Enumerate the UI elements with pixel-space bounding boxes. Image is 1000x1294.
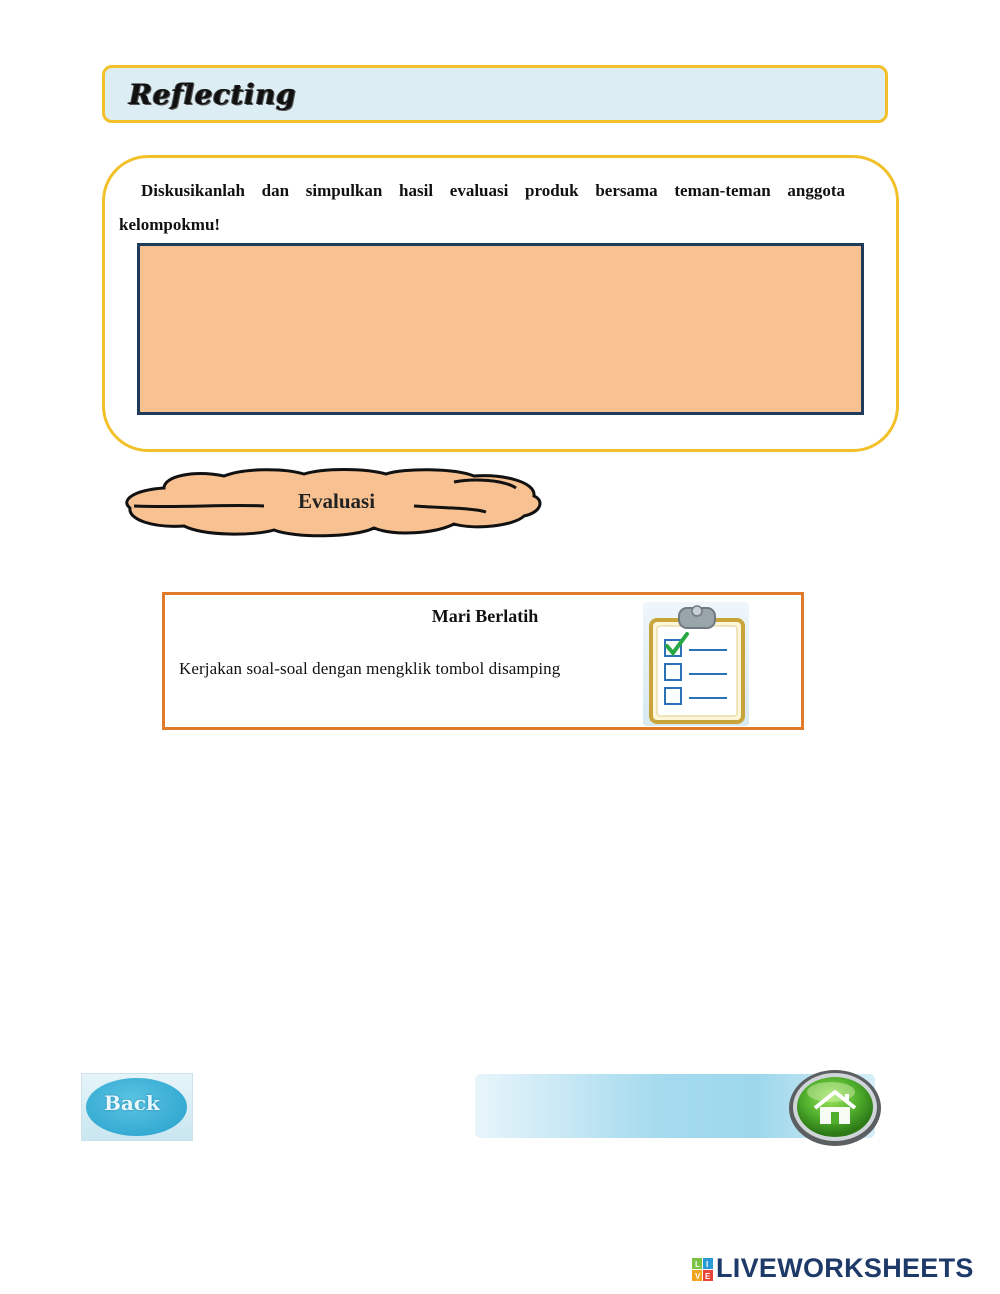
section-title: Evaluasi	[298, 489, 376, 513]
svg-text:V: V	[695, 1272, 701, 1281]
answer-input[interactable]	[137, 243, 864, 415]
back-button[interactable]	[81, 1073, 193, 1141]
liveworksheets-logo-icon	[692, 1258, 714, 1282]
clipboard-checklist-icon[interactable]	[643, 602, 749, 726]
page-title: Reflecting	[129, 78, 297, 111]
discussion-prompt: Diskusikanlah dan simpulkan hasil evaluasi produk bersama teman-teman anggota kelompokmu!	[119, 181, 845, 234]
brand-name: LIVEWORKSHEETS	[716, 1253, 974, 1283]
exercise-instruction: Kerjakan soal-soal dengan mengklik tombol disamping	[179, 659, 561, 678]
svg-text:I: I	[706, 1260, 709, 1269]
svg-text:E: E	[705, 1272, 711, 1281]
clipboard-graphic	[643, 602, 749, 726]
discussion-panel	[102, 155, 899, 452]
home-button[interactable]	[785, 1066, 885, 1148]
back-button-oval	[86, 1078, 187, 1136]
home-icon	[785, 1066, 885, 1148]
back-button-label: Back	[104, 1091, 160, 1115]
section-header	[102, 65, 888, 123]
exercise-panel	[162, 592, 804, 730]
exercise-title-text: Mari Berlatih	[431, 606, 539, 626]
svg-text:L: L	[695, 1260, 700, 1269]
